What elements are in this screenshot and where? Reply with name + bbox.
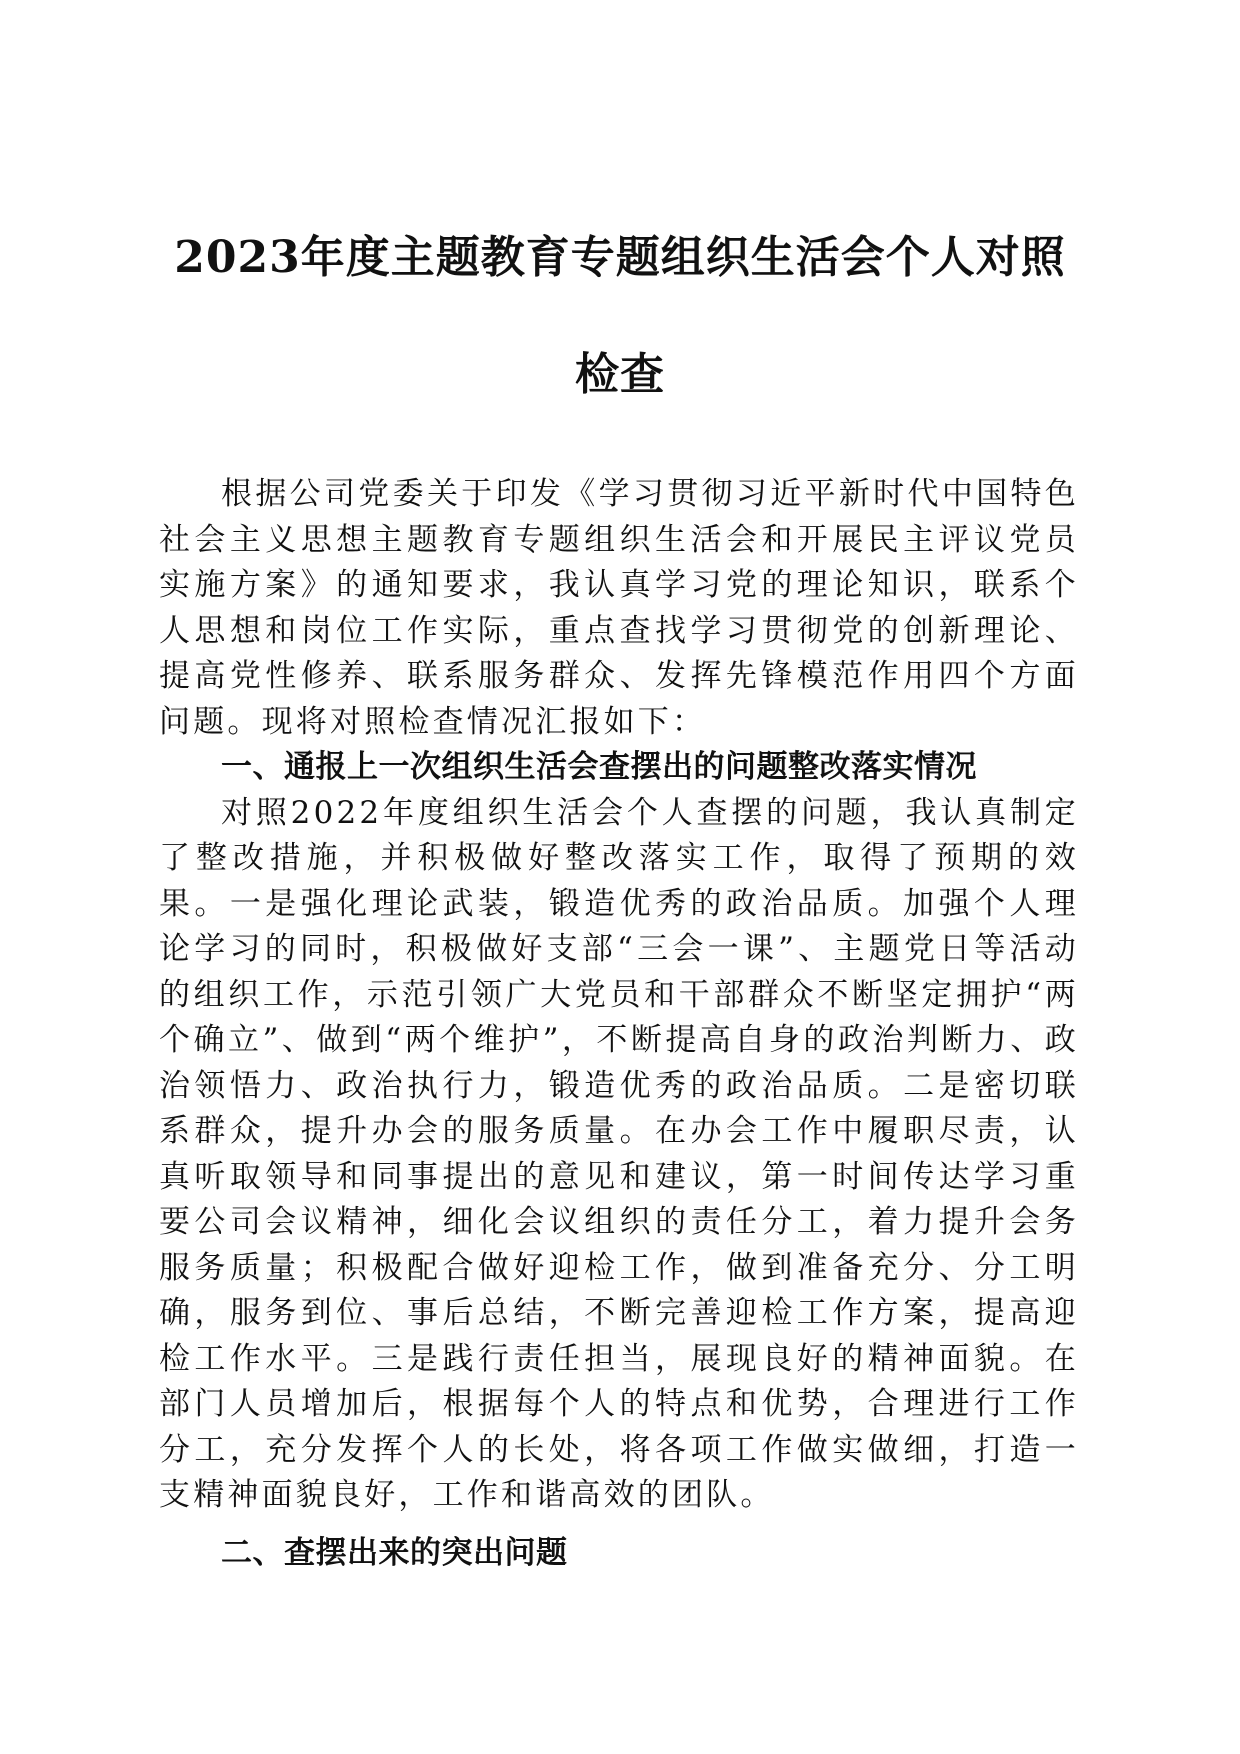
section-1-paragraph: 对照2022年度组织生活会个人查摆的问题，我认真制定了整改措施，并积极做好整改落实工作，取得了预期的效果。一是强化理论武装，锻造优秀的政治品质。加强个人理论学习的同时，积极做好支部“三会一课”、主题党日等活动的组织工作，示范引领广大党员和干部群众不断坚定拥护“两个确立”、做到“两个维护”，不断提高自身的政治判断力、政治领悟力、政治执行力，锻造优秀的政治品质。二是密切联系群众，提升办会的服务质量。在办会工作中履职尽责，认真听取领导和同事提出的意见和建议，第一时间传达学习重要公司会议精神，细化会议组织的责任分工，着力提升会务服务质量；积极配合做好迎检工作，做到准备充分、分工明确，服务到位、事后总结，不断完善迎检工作方案，提高迎检工作水平。三是践行责任担当，展现良好的精神面貌。在部门人员增加后，根据每个人的特点和优势，合理进行工作分工，充分发挥个人的长处，将各项工作做实做细，打造一支精神面貌良好，工作和谐高效的团队。 xyxy=(159,794,1079,1513)
document-title-line-1: 2023年度主题教育专题组织生活会个人对照 xyxy=(174,232,1066,283)
intro-paragraph: 根据公司党委关于印发《学习贯彻习近平新时代中国特色社会主义思想主题教育专题组织生活会和开展民主评议党员实施方案》的通知要求，我认真学习党的理论知识，联系个人思想和岗位工作实际，重点查找学习贯彻党的创新理论、提高党性修养、联系服务群众、发挥先锋模范作用四个方面问题。现将对照检查情况汇报如下： xyxy=(159,476,1079,740)
document-title-line-2: 检查 xyxy=(575,349,665,400)
document-body xyxy=(159,472,1079,1576)
section-1-heading: 一、通报上一次组织生活会查摆出的问题整改落实情况 xyxy=(221,749,977,785)
section-2-heading: 二、查摆出来的突出问题 xyxy=(221,1534,568,1571)
